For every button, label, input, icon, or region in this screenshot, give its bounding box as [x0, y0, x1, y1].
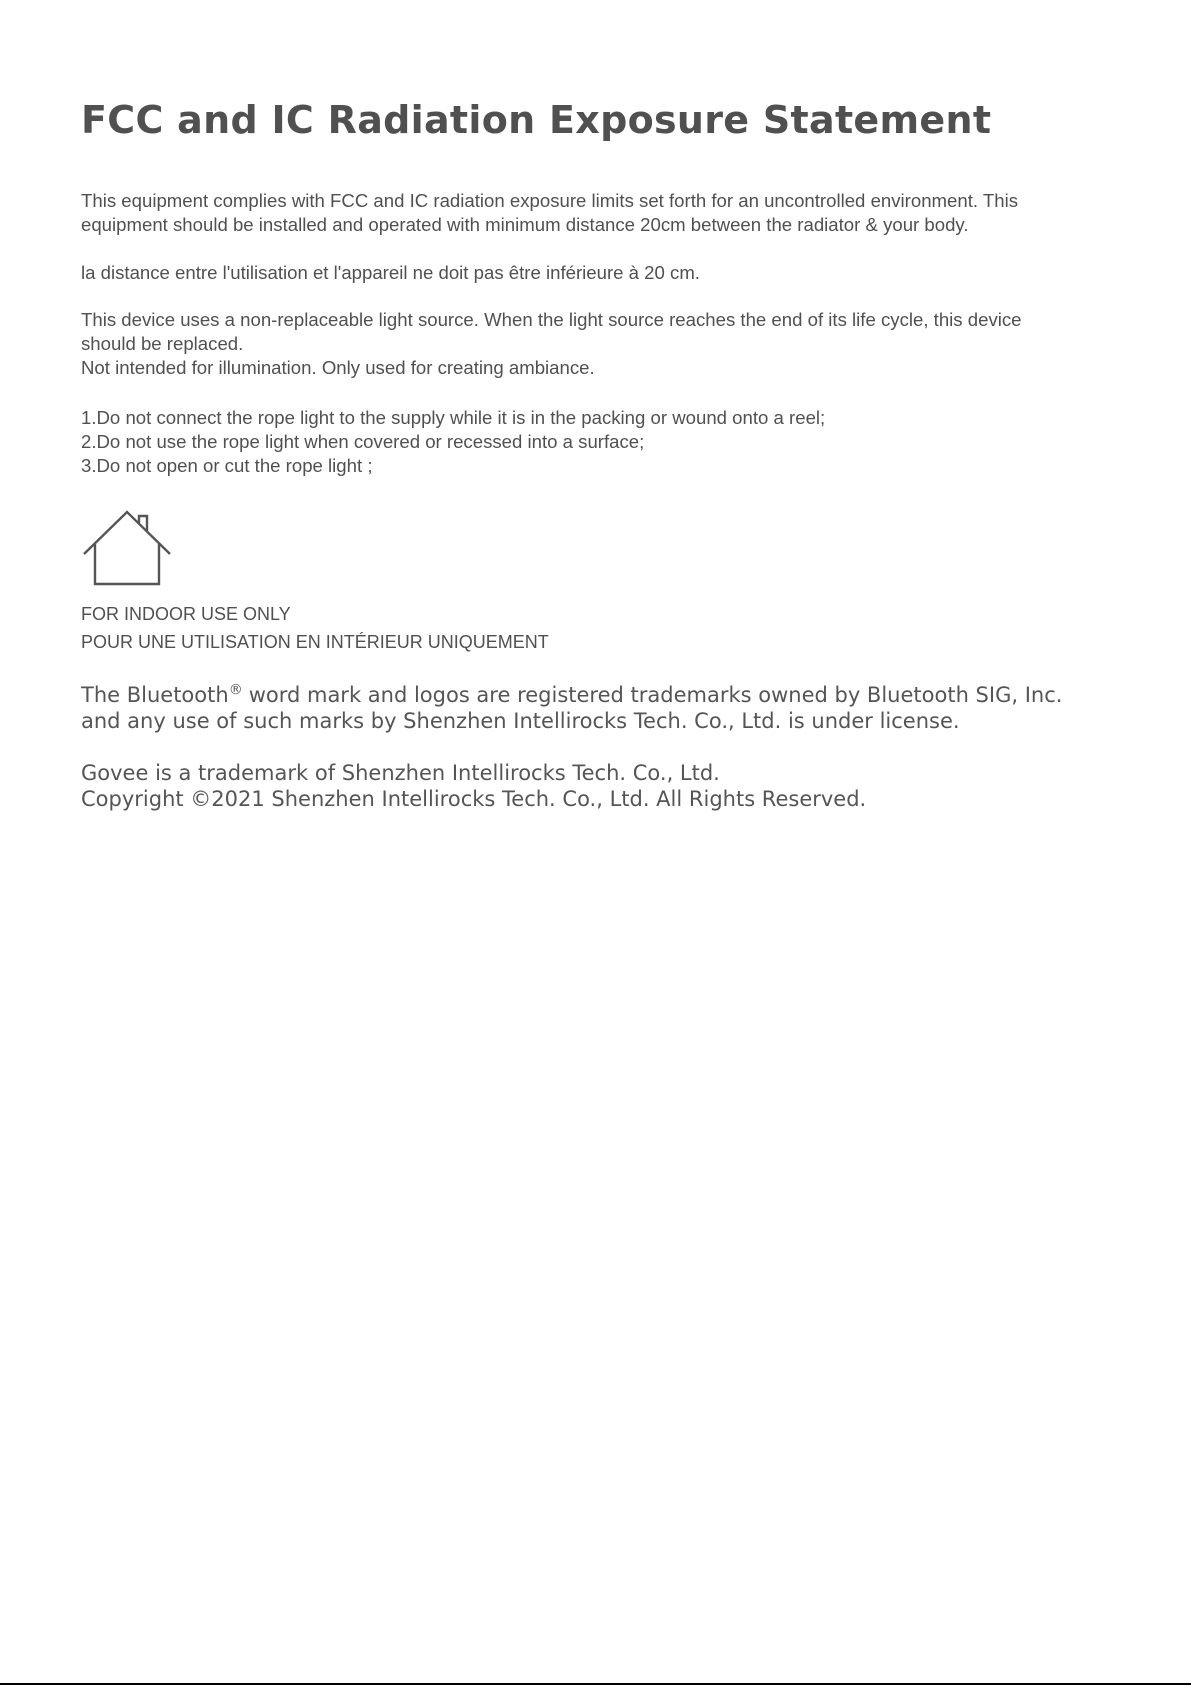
- trademark-line: Govee is a trademark of Shenzhen Intellirocks Tech. Co., Ltd.: [81, 761, 720, 785]
- registered-mark: ®: [228, 682, 243, 698]
- bluetooth-line-2: and any use of such marks by Shenzhen Intellirocks Tech. Co., Ltd. is under license.: [81, 709, 960, 733]
- fcc-statement: [81, 189, 1131, 237]
- light-source-line-3: Not intended for illumination. Only used for creating ambiance.: [81, 357, 595, 378]
- bluetooth-line-1-end: word mark and logos are registered trademarks owned by Bluetooth SIG, Inc.: [248, 683, 1063, 707]
- indoor-use-notice: [81, 600, 1131, 656]
- warning-item: 3.Do not open or cut the rope light ;: [81, 455, 373, 476]
- page-title: FCC and IC Radiation Exposure Statement: [81, 98, 992, 142]
- light-source-statement: [81, 308, 1131, 380]
- fcc-statement-line-1: This equipment complies with FCC and IC radiation exposure limits set forth for an uncontrolled environment. This: [81, 190, 1019, 211]
- light-source-line-1: This device uses a non-replaceable light source. When the light source reaches the end of its life cycle, this device: [81, 309, 1022, 330]
- indoor-use-en: FOR INDOOR USE ONLY: [81, 604, 291, 624]
- light-source-line-2: should be replaced.: [81, 333, 244, 354]
- govee-trademark-notice: [81, 760, 1131, 812]
- indoor-use-fr: POUR UNE UTILISATION EN INTÉRIEUR UNIQUEMENT: [81, 632, 549, 652]
- fcc-statement-line-2: equipment should be installed and operated with minimum distance 20cm between the radiator & your body.: [81, 214, 969, 235]
- warning-item: 1.Do not connect the rope light to the supply while it is in the packing or wound onto a reel;: [81, 407, 826, 428]
- french-distance-statement: la distance entre l'utilisation et l'appareil ne doit pas être inférieure à 20 cm.: [81, 262, 700, 283]
- warning-item: 2.Do not use the rope light when covered or recessed into a surface;: [81, 431, 645, 452]
- bluetooth-line-1: [81, 682, 1131, 708]
- house-icon: [81, 508, 173, 588]
- bluetooth-line-1-start: The Bluetooth: [81, 683, 229, 707]
- warning-list: [81, 406, 1131, 478]
- document-page: [81, 92, 1131, 812]
- copyright-line: Copyright ©2021 Shenzhen Intellirocks Tech. Co., Ltd. All Rights Reserved.: [81, 787, 867, 811]
- bluetooth-trademark-notice: [81, 682, 1131, 734]
